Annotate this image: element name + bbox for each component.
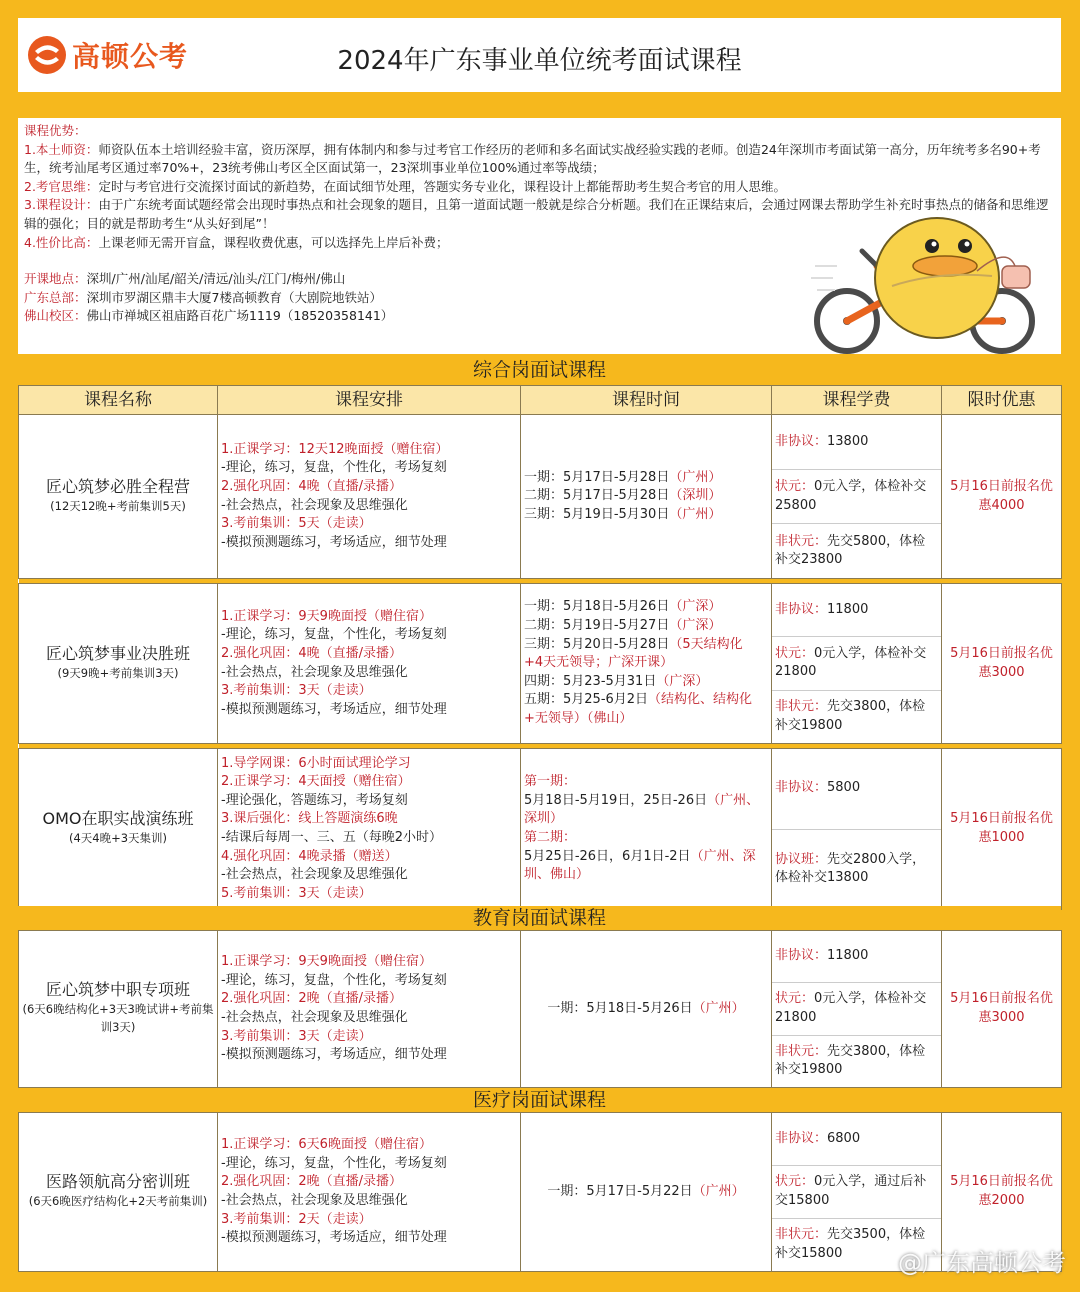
logo-text: 高顿公考 [72,40,189,73]
table-row [19,931,1062,1088]
time-segment: 一期：5月17日-5月22日 [547,1183,693,1199]
fee-label: 状元： [775,991,815,1007]
fee-label: 状元： [775,645,815,661]
advantage-label: 3.课程设计： [24,197,99,213]
fee-label: 非状元： [775,1227,828,1243]
course-table-education [18,930,1062,1088]
time-line [524,654,768,673]
fee-label: 状元： [775,478,815,494]
advantage-label: 4.性价比高： [24,234,99,250]
time-line [524,598,768,617]
time-segment: （广州、深 [690,848,756,864]
col-header-fee: 课程学费 [772,386,942,415]
location-label: 佛山校区： [24,308,87,324]
duck-mascot-illustration [807,206,1047,356]
time-line [524,829,768,848]
promo-cell: 5月16日前报名优惠3000 [942,931,1062,1088]
fee-label: 非协议： [775,601,828,617]
advantage-item [24,178,1055,197]
schedule-line: 5.考前集训：3天（走读） [221,885,372,901]
time-line [524,1000,768,1019]
schedule-line: -社会热点，社会现象及思维强化 [221,497,408,513]
time-segment: （广州） [669,506,722,522]
schedule-line: -模拟预测题练习，考场适应，细节处理 [221,534,447,550]
time-line [524,710,768,729]
time-segment: 一期：5月18日-5月26日 [524,599,670,615]
fee-item [772,1113,941,1166]
fee-value: 先交3800，体检补交19800 [775,699,926,733]
course-schedule-cell [218,1113,521,1272]
fee-item [772,931,941,983]
course-fee-cell [772,749,942,910]
fee-value: 0元入学，体检补交21800 [775,645,927,680]
course-name-cell [19,415,218,579]
promo-cell: 5月16日前报名优惠1000 [942,749,1062,910]
time-line [524,848,768,867]
section-title-general: 综合岗面试课程 [18,356,1061,384]
course-schedule-cell [218,931,521,1088]
schedule-line: 3.考前集训：2天（走读） [221,1211,372,1227]
fee-value: 6800 [827,1130,861,1146]
section-title-medical: 医疗岗面试课程 [18,1088,1061,1112]
schedule-line: -理论，练习，复盘，个性化，考场复刻 [221,972,447,988]
fee-label: 非协议： [775,433,828,449]
fee-label: 非状元： [775,699,828,715]
schedule-line: 3.考前集训：3天（走读） [221,683,372,699]
time-line [524,866,768,885]
fee-label: 非状元： [775,533,828,549]
course-fee-cell [772,584,942,744]
watermark: @广东高顿公考 [898,1249,1066,1277]
schedule-line: -社会热点，社会现象及思维强化 [221,1193,408,1208]
fee-label: 非协议： [775,780,828,796]
time-segment: +4天无领导；广深开课） [524,655,674,671]
promo-cell: 5月16日前报名优惠3000 [942,584,1062,744]
time-segment: 5月18日-5月19日，25日-26日 [524,792,708,808]
schedule-line: 1.正课学习：9天9晚面授（赠住宿） [221,954,432,970]
time-segment: 二期：5月19日-5月27日 [524,618,670,634]
course-name: 匠心筑梦中职专项班 [45,980,190,1000]
time-line [524,673,768,692]
time-line [524,617,768,636]
schedule-line: -社会热点，社会现象及思维强化 [221,867,408,883]
advantage-text: 师资队伍本土培训经验丰富，资历深厚，拥有体制内和参与过考官工作经历的老师和多名面试实战经验实践的老师。创造24年深圳市考面试第一高分，历年统考多名90+考生，统考汕尾考区通过率70%+，23统考佛山考区全区面试第一，23深圳事业单位100%通过率等战绩； [24,141,1041,176]
schedule-line: -模拟预测题练习，考场适应，细节处理 [221,1230,447,1246]
promo-cell: 5月16日前报名优惠4000 [942,415,1062,579]
time-line [524,691,768,710]
course-time-cell [521,931,772,1088]
header-banner [18,18,1061,92]
advantage-item [24,141,1055,178]
advantage-text: 由于广东统考面试题经常会出现时事热点和社会现象的题目，且第一道面试题一般就是综合分析题。我们在正课结束后，会通过网课去帮助学生补充时事热点的储备和思维逻辑的强化；目的就是帮助考生“从头好到尾”！ [24,197,1049,231]
fee-label: 状元： [775,1174,815,1190]
schedule-line: 2.强化巩固：2晚（直播/录播） [221,1174,403,1190]
fee-value: 0元入学，体检补交25800 [775,478,927,513]
fee-item [772,691,941,743]
schedule-line: 3.课后强化：线上答题演练6晚 [221,811,398,827]
section-title-education: 教育岗面试课程 [18,906,1061,930]
time-line [524,1183,768,1202]
time-segment: （广深） [656,673,709,689]
course-subtitle: (4天4晚+3天集训) [68,831,168,845]
promo-cell: 5月16日前报名优惠2000 [942,1113,1062,1272]
schedule-line: 1.导学网课：6小时面试理论学习 [221,755,411,771]
schedule-line: 3.考前集训：3天（走读） [221,1028,372,1044]
fee-item [772,749,941,830]
course-schedule-cell [218,415,521,579]
fee-label: 协议班： [775,851,828,867]
fee-label: 非状元： [775,1043,828,1059]
schedule-line: -理论强化，答题练习，考场复刻 [221,792,408,808]
course-name: 医路领航高分密训班 [45,1172,190,1192]
fee-item [772,524,941,578]
location-text: 深圳市罗湖区鼎丰大厦7楼高顿教育（大剧院地铁站） [86,289,382,305]
location-label: 广东总部： [24,289,87,305]
table-header-row [19,386,1062,415]
schedule-line: -理论，练习，复盘，个性化，考场复刻 [221,627,447,643]
fee-item [772,470,941,525]
schedule-line: -社会热点，社会现象及思维强化 [221,1010,408,1025]
time-segment: 第一期： [524,774,577,790]
time-segment: 第二期： [524,830,577,845]
schedule-line: -模拟预测题练习，考场适应，细节处理 [221,701,447,717]
time-segment: 三期：5月20日-5月28日 [524,636,670,652]
time-segment: （广州） [692,1183,745,1199]
time-segment: 圳、佛山） [524,867,590,883]
time-segment: （广深） [669,599,722,615]
fee-value: 先交3500，体检补交15800 [775,1227,926,1261]
schedule-line: -理论，练习，复盘，个性化，考场复刻 [221,1155,447,1171]
time-segment: （广州） [692,1000,745,1016]
advantages-heading: 课程优势： [24,123,87,138]
course-name: 匠心筑梦必胜全程营 [45,476,190,496]
table-row [19,415,1062,579]
fee-item [772,1036,941,1087]
schedule-line: 1.正课学习：9天9晚面授（赠住宿） [221,608,432,624]
schedule-line: 3.考前集训：5天（走读） [221,516,372,532]
course-name: OMO在职实战演练班 [42,809,194,829]
course-time-cell [521,1113,772,1272]
schedule-line: 2.强化巩固：4晚（直播/录播） [221,478,403,494]
page-title: 2024年广东事业单位统考面试课程 [337,46,742,76]
time-line [524,810,768,829]
fee-item [772,637,941,690]
time-line [524,506,768,525]
advantage-label: 1.本土师资： [24,141,99,157]
course-name-cell [19,931,218,1088]
time-line [524,469,768,488]
fee-value: 先交2800入学，体检补交13800 [775,851,926,886]
schedule-line: -结课后每周一、三、五（每晚2小时） [221,830,442,845]
time-segment: 二期：5月17日-5月28日 [524,488,670,504]
schedule-line: 2.强化巩固：2晚（直播/录播） [221,991,403,1007]
time-segment: 一期：5月18日-5月26日 [547,1000,693,1016]
time-segment: 四期：5月23-5月31日 [524,673,657,689]
col-header-schedule: 课程安排 [218,386,521,415]
fee-item [772,983,941,1035]
time-segment: 一期：5月17日-5月28日 [524,469,670,485]
course-time-cell [521,749,772,910]
course-name-cell [19,1113,218,1272]
col-header-name: 课程名称 [19,386,218,415]
course-subtitle: (9天9晚+考前集训3天) [57,665,179,680]
time-segment: （广州） [669,469,722,485]
course-time-cell [521,415,772,579]
time-segment: （广深） [669,618,722,634]
course-subtitle: (6天6晚结构化+3天3晚试讲+考前集训3天) [22,1001,214,1035]
time-line [524,773,768,792]
course-table-general [18,385,1062,910]
schedule-line: -理论，练习，复盘，个性化，考场复刻 [221,460,447,476]
time-segment: 三期：5月19日-5月30日 [524,506,670,522]
schedule-line: 1.正课学习：12天12晚面授（赠住宿） [221,441,449,457]
intro-panel [18,118,1061,354]
fee-label: 非协议： [775,1130,828,1146]
advantage-text: 上课老师无需开盲盒，课程收费优惠，可以选择先上岸后补费； [98,234,449,250]
time-segment: （5天结构化 [669,636,743,652]
location-text: 佛山市禅城区祖庙路百花广场1119（18520358141） [86,308,394,324]
time-segment: （广州、 [707,792,760,808]
course-fee-cell [772,415,942,579]
location-label: 开课地点： [24,271,87,287]
fee-value: 11800 [827,948,869,964]
table-row [19,749,1062,910]
course-subtitle: (6天6晚医疗结构化+2天考前集训) [28,1194,208,1208]
table-row [19,584,1062,744]
col-header-time: 课程时间 [521,386,772,415]
time-line [524,792,768,811]
schedule-line: 1.正课学习：6天6晚面授（赠住宿） [221,1137,432,1153]
time-segment: （结构化、结构化 [648,692,753,708]
time-line [524,487,768,506]
schedule-line: 2.强化巩固：4晚（直播/录播） [221,645,403,661]
time-line [524,636,768,655]
course-schedule-cell [218,749,521,910]
fee-item [772,1166,941,1219]
fee-value: 11800 [827,601,869,617]
time-segment: 深圳） [524,811,564,827]
fee-value: 5800 [827,780,861,796]
time-segment: 5月25日-26日，6月1日-2日 [524,848,691,864]
advantage-label: 2.考官思维： [24,178,99,194]
advantage-text: 定时与考官进行交流探讨面试的新趋势，在面试细节处理，答题实务专业化，课程设计上都能帮助考生契合考官的用人思维。 [98,178,786,194]
fee-item [772,584,941,637]
course-name-cell [19,749,218,910]
fee-value: 先交5800，体检补交23800 [775,533,926,568]
time-segment: +无领导）（佛山） [524,710,633,726]
fee-item [772,415,941,470]
location-text: 深圳/广州/汕尾/韶关/清远/汕头/江门/梅州/佛山 [86,271,346,287]
course-schedule-cell [218,584,521,744]
course-name: 匠心筑梦事业决胜班 [45,643,190,663]
fee-label: 非协议： [775,948,828,964]
col-header-promo: 限时优惠 [942,386,1062,415]
fee-value: 13800 [827,433,869,449]
fee-value: 0元入学，体检补交21800 [775,991,927,1025]
course-name-cell [19,584,218,744]
schedule-line: 2.正课学习：4天面授（赠住宿） [221,774,411,790]
fee-value: 0元入学，通过后补交15800 [775,1174,927,1208]
course-subtitle: (12天12晚+考前集训5天) [50,498,186,513]
course-fee-cell [772,931,942,1088]
time-segment: 五期：5月25-6月2日 [524,692,649,708]
fee-value: 先交3800，体检补交19800 [775,1043,926,1078]
fee-item [772,830,941,910]
schedule-line: 4.强化巩固：4晚录播（赠送） [221,848,398,864]
schedule-line: -社会热点，社会现象及思维强化 [221,664,408,680]
schedule-line: -模拟预测题练习，考场适应，细节处理 [221,1047,447,1063]
time-segment: （深圳） [669,488,722,504]
course-time-cell [521,584,772,744]
